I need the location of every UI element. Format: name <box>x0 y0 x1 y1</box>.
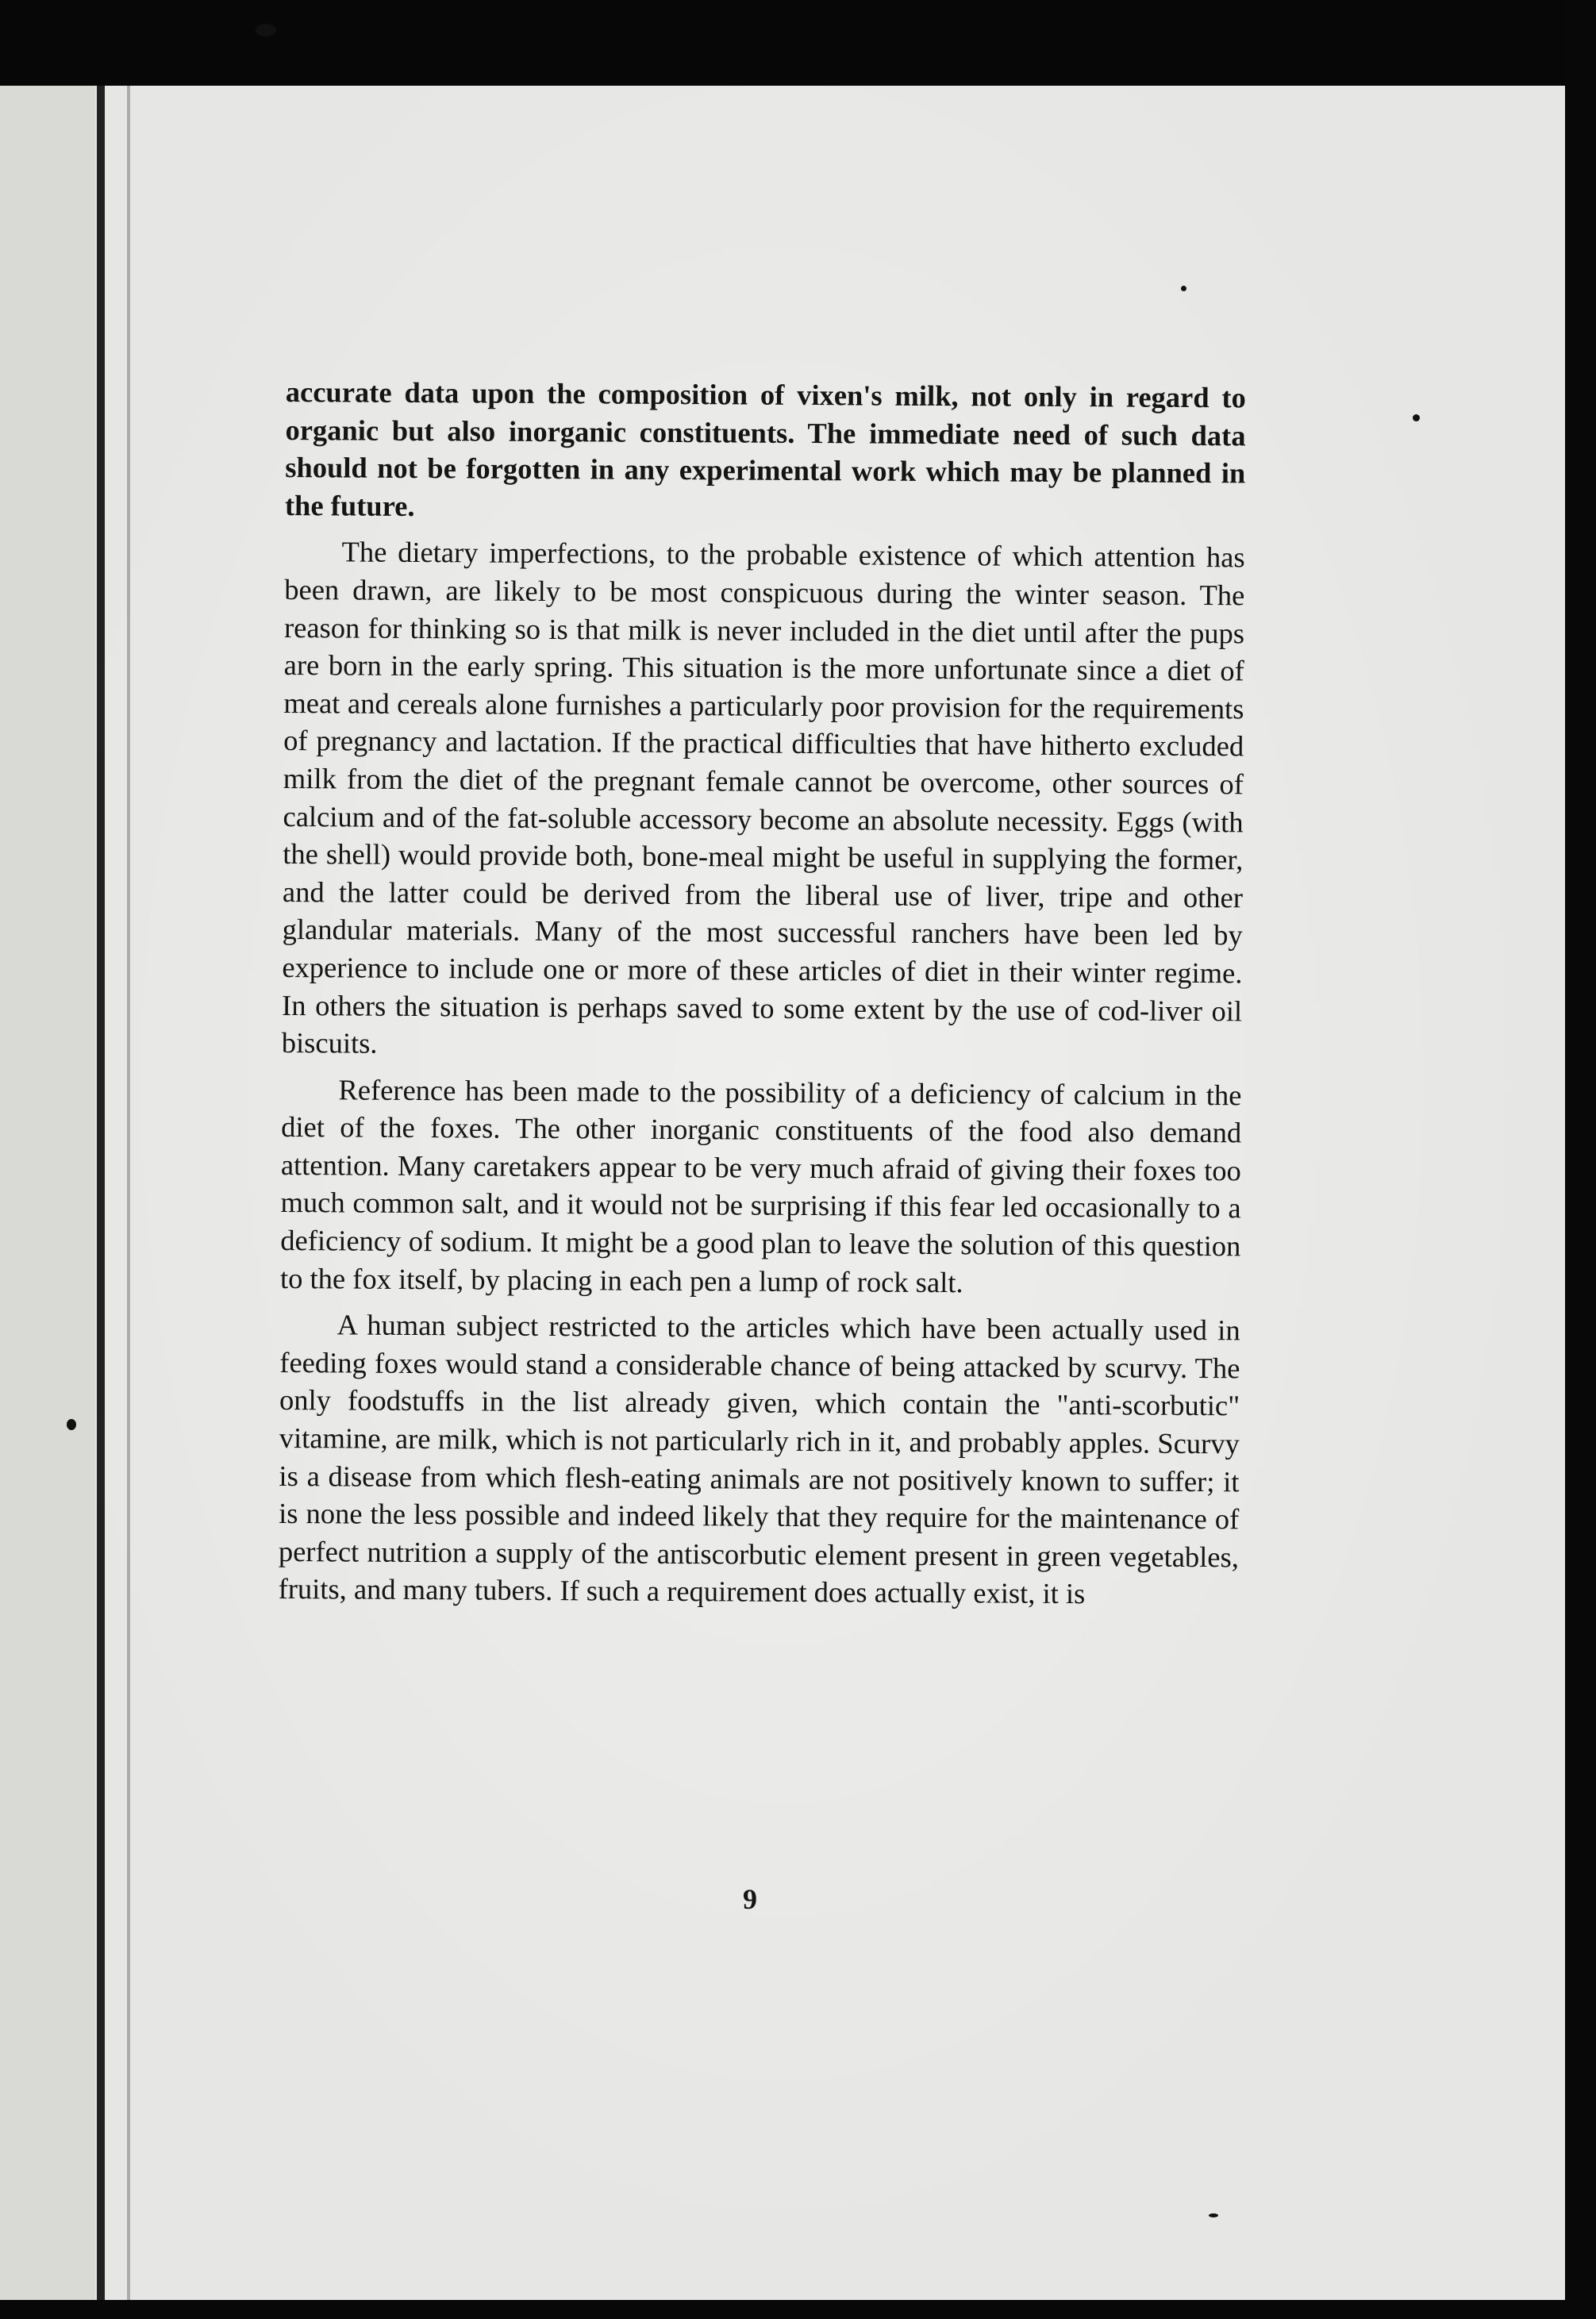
body-text <box>278 373 1246 1622</box>
dust-speck <box>256 24 276 37</box>
scan-bottom-border <box>0 2300 1596 2319</box>
binding-edge <box>97 86 105 2300</box>
scan-top-border <box>0 0 1596 87</box>
binding-shadow <box>127 86 130 2300</box>
dust-speck <box>1209 2213 1218 2217</box>
dust-speck <box>1413 414 1420 421</box>
page-number: 9 <box>743 1883 757 1915</box>
dust-speck <box>67 1419 76 1430</box>
scan-right-border <box>1565 0 1596 2319</box>
dust-speck <box>1181 286 1186 291</box>
adjacent-page-strip <box>0 86 95 2300</box>
paragraph-4: A human subject restricted to the articles which have been actually used in feeding foxes would stand a considerable chance of being attacked by scurvy. The only foodstuffs in the list already given, which contain the "anti-scorbutic" vitamine, are milk, which is not particularly rich in it, and probably apples. Scurvy is a disease from which flesh-eating animals are not positively known to suffer; it is none the less possible and indeed likely that they require for the maintenance of perfect nutrition a supply of the antiscorbutic element present in green vegetables, fruits, and many tubers. If such a requirement does actually exist, it is <box>278 1308 1240 1610</box>
paragraph-1: accurate data upon the composition of vixen's milk, not only in regard to organic but also inorganic constituents. The immediate need of such data should not be forgotten in any experimental work which may be planned in the future. <box>284 375 1246 522</box>
paragraph-3: Reference has been made to the possibility of a deficiency of calcium in the diet of the foxes. The other inorganic constituents of the food also demand attention. Many caretakers appear to be very much afraid of giving their foxes too much common salt, and it would not be surprising if this fear led occasionally to a deficiency of sodium. It might be a good plan to leave the solution of this question to the fox itself, by placing in each pen a lump of rock salt. <box>279 1073 1242 1298</box>
paragraph-2: The dietary imperfections, to the probable existence of which attention has been drawn, are likely to be most conspicuous during the winter season. The reason for thinking so is that milk is never included in the diet until after the pups are born in the early spring. This situation is the more unfortunate since a diet of meat and cereals alone furnishes a particularly poor provision for the requirements of pregnancy and lactation. If the practical difficulties that have hitherto excluded milk from the diet of the pregnant female cannot be overcome, other sources of calcium and of the fat-soluble accessory become an absolute necessity. Eggs (with the shell) would provide both, bone-meal might be useful in supplying the former, and the latter could be derived from the liberal use of liver, tripe and other glandular materials. Many of the most successful ranchers have been led by experience to include one or more of these articles of diet in their winter regime. In others the situation is perhaps saved to some extent by the use of cod-liver oil biscuits. <box>281 535 1245 1060</box>
